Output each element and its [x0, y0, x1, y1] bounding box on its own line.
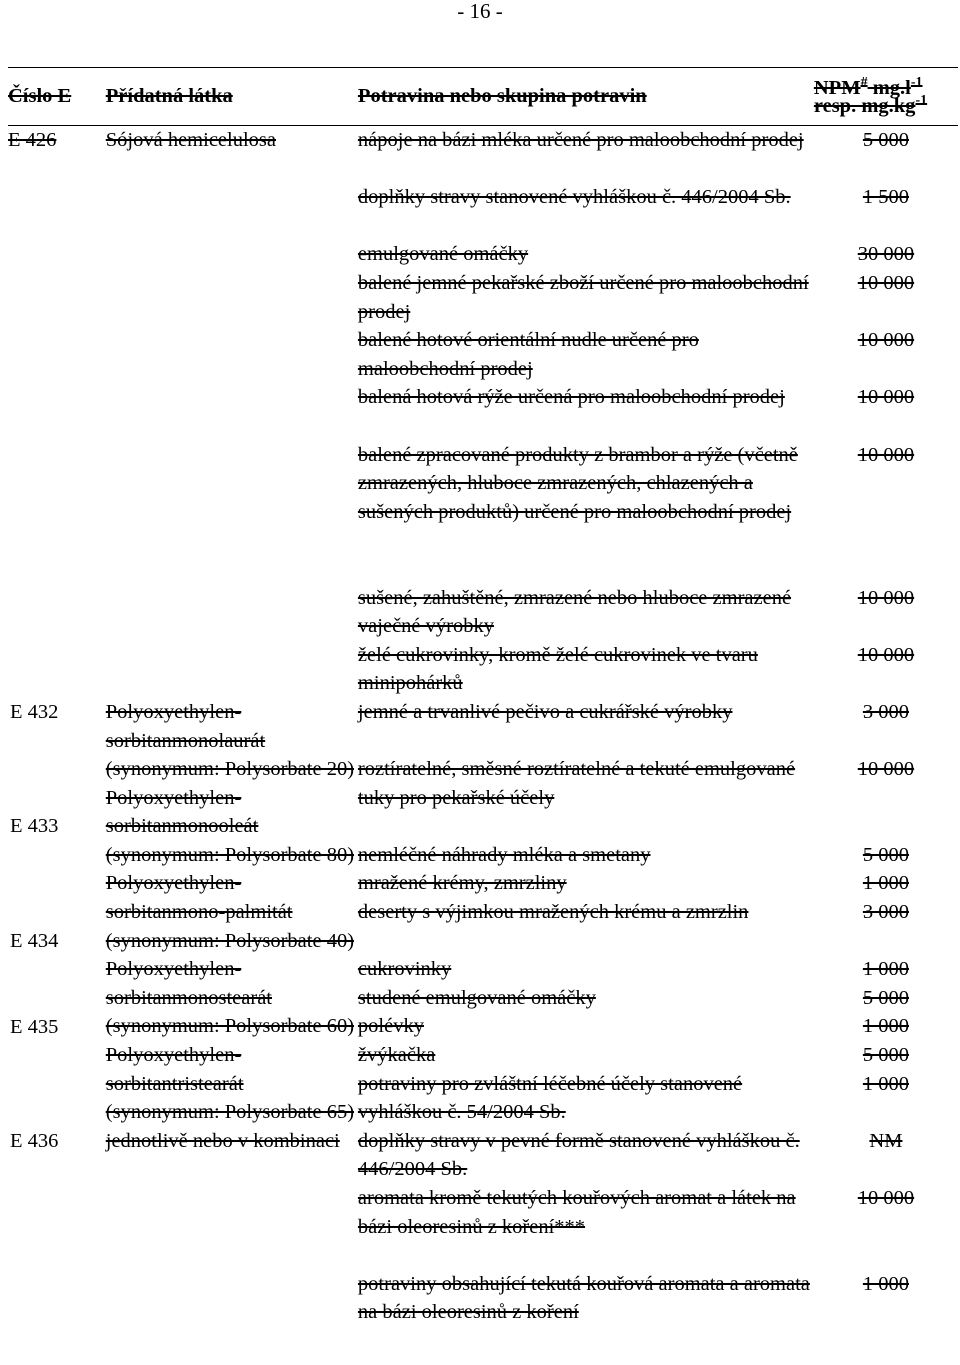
limit-value: 1 000	[862, 872, 909, 895]
value-list	[814, 126, 958, 698]
food-item: nemléčné náhrady mléka a smetany	[357, 843, 651, 866]
food-item: polévky	[357, 1015, 424, 1038]
food-item: jemné a trvanlivé pečivo a cukrářské výrobky	[357, 700, 733, 723]
food-item: potraviny pro zvláštní léčebné účely stanovené vyhláškou č. 54/2004 Sb.	[357, 1072, 743, 1124]
food-item: doplňky stravy v pevné formě stanovené vyhláškou č. 446/2004 Sb.	[357, 1129, 800, 1181]
code-item: E 436	[10, 1129, 59, 1152]
food-list	[358, 698, 814, 1356]
limit-value: 10 000	[857, 643, 915, 666]
food-item: mražené krémy, zmrzliny	[357, 872, 567, 895]
table-header	[8, 68, 958, 126]
food-item: aromata kromě tekutých kouřových aromat a látek na bázi oleoresinů z koření***	[357, 1187, 796, 1238]
limit-value: 30 000	[857, 243, 915, 266]
food-item: studené emulgované omáčky	[357, 986, 596, 1009]
food-item: roztíratelné, směsné roztíratelné a tekuté emulgované tuky pro pekařské účely	[357, 758, 796, 809]
additive-cell	[106, 698, 358, 1356]
food-item: deserty s výjimkou mražených krému a zmrzlin	[357, 901, 749, 924]
header-npm-sup2: -1	[910, 74, 923, 90]
additives-table	[8, 67, 958, 1356]
limit-value: 1 000	[862, 1015, 909, 1038]
food-item: potraviny obsahující tekutá kouřová aromata a aromata na bázi oleoresinů z koření	[357, 1272, 810, 1324]
food-item: balená hotová rýže určená pro maloobchodní prodej	[357, 386, 785, 409]
code-cell: E 426	[8, 129, 57, 151]
header-additive: Přídatná látka	[106, 68, 358, 126]
header-npm-sup3: -1	[915, 92, 928, 108]
header-npm-label: NPM	[813, 76, 861, 99]
limit-value: 3 000	[862, 901, 909, 924]
limit-value: 1 500	[862, 186, 909, 209]
page-number: - 16 -	[457, 0, 503, 23]
code-list	[8, 698, 106, 1356]
food-item: balené hotové orientální nudle určené pro maloobchodní prodej	[357, 329, 699, 380]
limit-value: 5 000	[862, 843, 909, 866]
limit-value: 10 000	[857, 1187, 915, 1210]
food-item: emulgované omáčky	[357, 243, 529, 266]
limit-value: 5 000	[862, 129, 909, 151]
food-item: doplňky stravy stanovené vyhláškou č. 446/2004 Sb.	[357, 186, 791, 209]
food-item: cukrovinky	[357, 958, 452, 981]
header-npm-unit1: mg.l	[867, 76, 911, 99]
header-food: Potravina nebo skupina potravin	[358, 68, 814, 126]
header-npm	[814, 68, 958, 126]
code-item: E 434	[10, 929, 59, 952]
group-e426	[8, 126, 958, 698]
limit-value: 1 000	[862, 958, 909, 981]
additive-cell: Sójová hemicelulosa	[105, 129, 276, 151]
limit-value: 1 000	[862, 1072, 909, 1095]
limit-value: 3 000	[862, 700, 909, 723]
food-item: balené jemné pekařské zboží určené pro maloobchodní prodej	[357, 271, 809, 323]
code-item: E 435	[10, 1015, 59, 1038]
code-item: E 433	[10, 815, 59, 838]
limit-value: 10 000	[857, 586, 915, 609]
value-list	[814, 698, 958, 1356]
limit-value: 5 000	[862, 1044, 909, 1067]
food-item: nápoje na bázi mléka určené pro maloobchodní prodej	[357, 129, 804, 151]
limit-value: 1 000	[862, 1272, 909, 1295]
food-item: sušené, zahuštěné, zmrazené nebo hluboce zmrazené vaječné výrobky	[357, 586, 792, 638]
food-list	[358, 126, 814, 698]
food-item: balené zpracované produkty z brambor a rýže (včetně zmrazených, hluboce zmrazených, chlazených a sušených produktů) určené pro maloobchodní prodej	[357, 443, 798, 523]
limit-value: NM	[869, 1129, 903, 1152]
food-item: želé cukrovinky, kromě želé cukrovinek ve tvaru minipohárků	[357, 643, 758, 695]
header-npm-unit2: resp. mg.kg	[813, 94, 916, 117]
limit-value: 10 000	[857, 758, 915, 781]
code-item: E 432	[10, 700, 59, 723]
limit-value: 10 000	[857, 329, 915, 352]
limit-value: 10 000	[857, 443, 915, 466]
header-npm-sup1: #	[860, 74, 868, 90]
additive-text: Polyoxyethylen-sorbitanmonolaurát (synonymum: Polysorbate 20) Polyoxyethylen-sorbitanmonooleát (synonymum: Polysorbate 80) Polyoxyethylen-sorbitanmono-palmitát (synonymum: Polysorbate 40) Polyoxyethylen-sorbitanmonostearát (synonymum: Polysorbate 60) Polyoxyethylen-sorbitantristearát (synonymum: Polysorbate 65) jednotlivě nebo v kombinaci	[105, 700, 355, 1152]
limit-value: 10 000	[857, 271, 915, 294]
header-code: Číslo E	[8, 68, 106, 126]
food-item: žvýkačka	[357, 1044, 436, 1067]
group-e432-e436	[8, 698, 958, 1356]
limit-value: 10 000	[857, 386, 915, 409]
limit-value: 5 000	[862, 986, 909, 1009]
